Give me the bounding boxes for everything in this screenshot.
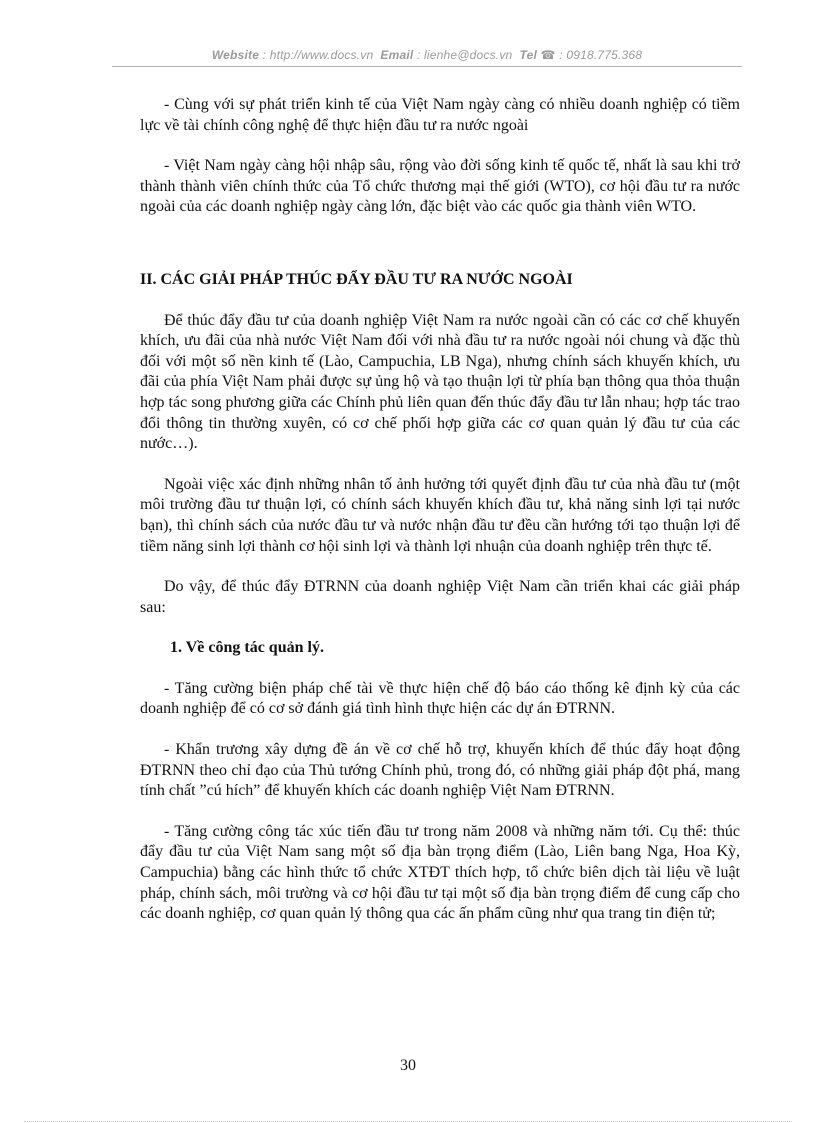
document-body xyxy=(140,95,740,945)
paragraph-6: - Tăng cường biện pháp chế tài về thực hiện chế độ báo cáo thống kê định kỳ của các doanh nghiệp để có cơ sở đánh giá tình hình thực hiện các dự án ĐTRNN. xyxy=(140,679,740,718)
paragraph-4: Ngoài việc xác định những nhân tố ảnh hưởng tới quyết định đầu tư của nhà đầu tư (một môi trường đầu tư thuận lợi, có chính sách khuyến khích đầu tư, khả năng sinh lợi tại nước bạn), thì chính sách của nước đầu tư và nước nhận đầu tư đều cần hướng tới tạo thuận lợi để tiềm năng sinh lợi thành cơ hội sinh lợi và thành lợi nhuận của doanh nghiệp trên thực tế. xyxy=(140,475,740,555)
paragraph-7: - Khẩn trương xây dựng đề án về cơ chế hỗ trợ, khuyến khích để thúc đẩy hoạt động ĐTRNN theo chỉ đạo của Thủ tướng Chính phủ, trong đó, có những giải pháp đột phá, mang tính chất ”cú hích” để khuyến khích các doanh nghiệp Việt Nam ĐTRNN. xyxy=(140,741,740,800)
paragraph-3: Để thúc đẩy đầu tư của doanh nghiệp Việt Nam ra nước ngoài cần có các cơ chế khuyến khích, ưu đãi của nhà nước Việt Nam đối với nhà đầu tư ra nước ngoài nói chung và đặc thù đối với một số nền kinh tế (Lào, Campuchia, LB Nga), nhưng chính sách khuyến khích, ưu đãi của phía Việt Nam phải được sự ủng hộ và tạo thuận lợi từ phía bạn thông qua thỏa thuận hợp tác song phương giữa các Chính phủ liên quan đến thúc đẩy đầu tư lẫn nhau; hợp tác trao đổi thông tin thường xuyên, có cơ chế phối hợp giữa các cơ quan quản lý đầu tư của các nước…). xyxy=(140,311,740,453)
subsection-heading: 1. Về công tác quản lý. xyxy=(170,639,324,657)
phone-icon: ☎ xyxy=(540,48,556,62)
tel-label: Tel xyxy=(519,48,537,62)
email-address[interactable]: : lienhe@docs.vn xyxy=(416,48,513,62)
email-label: Email xyxy=(380,48,414,62)
footer-divider xyxy=(24,1121,792,1122)
page-number: 30 xyxy=(400,1057,416,1074)
website-label: Website xyxy=(211,48,260,62)
website-url[interactable]: : http://www.docs.vn xyxy=(262,48,374,62)
paragraph-2: - Việt Nam ngày càng hội nhập sâu, rộng vào đời sống kinh tế quốc tế, nhất là sau khi trở thành thành viên chính thức của Tổ chức thương mại thế giới (WTO), cơ hội đầu tư ra nước ngoài của các doanh nghiệp ngày càng lớn, đặc biệt vào các quốc gia thành viên WTO. xyxy=(140,157,740,216)
paragraph-8: - Tăng cường công tác xúc tiến đầu tư trong năm 2008 và những năm tới. Cụ thể: thúc đẩy đầu tư của Việt Nam sang một số địa bàn trọng điểm (Lào, Liên bang Nga, Hoa Kỳ, Campuchia) bằng các hình thức tổ chức XTĐT thích hợp, tổ chức biên dịch tài liệu về luật pháp, chính sách, môi trường và cơ hội đầu tư tại một số địa bàn trọng điểm để cung cấp cho các doanh nghiệp, cơ quan quản lý thông qua các ấn phẩm cũng như qua trang tin điện tử; xyxy=(140,822,740,923)
header-divider xyxy=(112,66,742,67)
section-heading: II. CÁC GIẢI PHÁP THÚC ĐẨY ĐẦU TƯ RA NƯỚC NGOÀI xyxy=(140,270,573,288)
paragraph-1: - Cùng với sự phát triển kinh tế của Việt Nam ngày càng có nhiều doanh nghiệp có tiềm lực về tài chính công nghệ để thực hiện đầu tư ra nước ngoài xyxy=(140,96,740,134)
phone-number: : 0918.775.368 xyxy=(559,48,643,62)
page-header xyxy=(112,48,742,62)
paragraph-5: Do vậy, để thúc đẩy ĐTRNN của doanh nghiệp Việt Nam cần triển khai các giải pháp sau: xyxy=(140,578,740,616)
